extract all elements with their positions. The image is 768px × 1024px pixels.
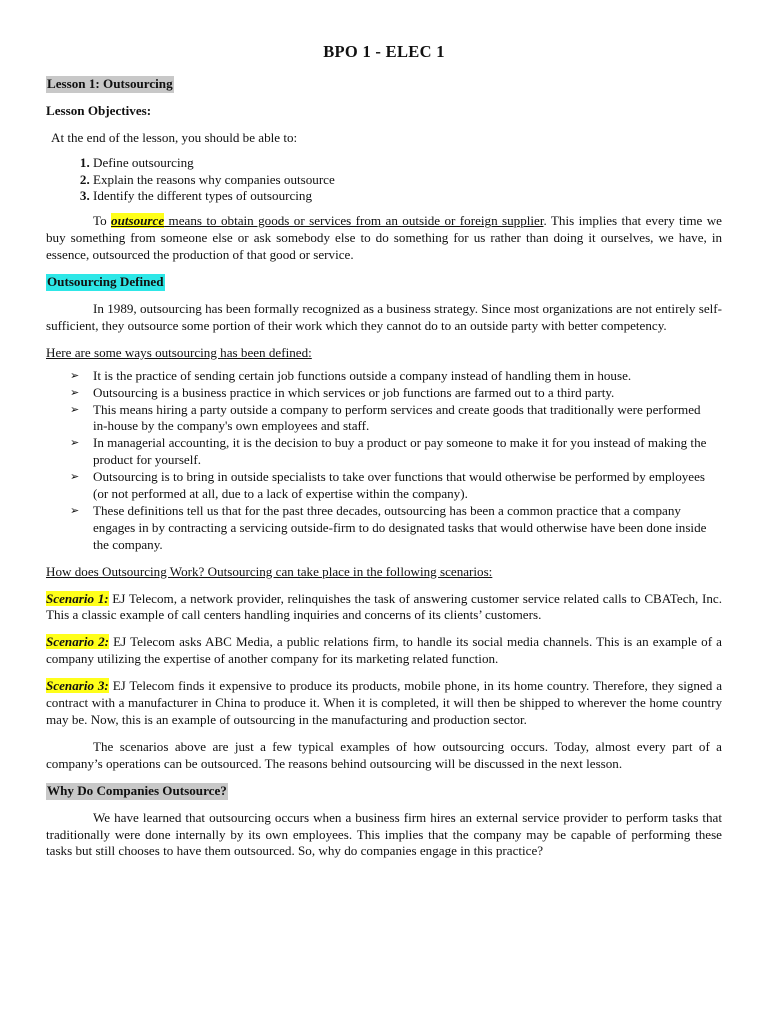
scenario-label: Scenario 2:	[46, 634, 110, 650]
objectives-intro: At the end of the lesson, you should be able to:	[51, 129, 298, 145]
scenario-label: Scenario 3:	[46, 678, 109, 694]
scenario-label: Scenario 1:	[46, 590, 109, 606]
definition-item: ➢ Outsourcing is a business practice in which services or job functions are farmed out to a third party.	[70, 384, 615, 400]
arrow-bullet-icon: ➢	[70, 386, 80, 399]
intro-rest: . This implies that every time we buy something from someone else or ask somebody else to do something for us rather than doing it ourselves, we have, in essence, outsourced the production of that good or service.	[46, 213, 722, 263]
arrow-bullet-icon: ➢	[70, 471, 80, 484]
section-heading-why: Why Do Companies Outsource?	[47, 782, 227, 798]
arrow-bullet-icon: ➢	[70, 403, 80, 416]
definitions-list	[46, 368, 722, 554]
scenario-paragraph: Scenario 2: EJ Telecom asks ABC Media, a public relations firm, to handle its social media channels. This is an example of a company utilizing the expertise of another company for its marketing related function.	[46, 634, 722, 667]
definition-item: ➢ These definitions tell us that for the past three decades, outsourcing has been a common practice that a company engages in by contracting a servicing outside-firm to do designated tasks that would otherwise have been done inside the company.	[70, 502, 707, 552]
definition-item: ➢ This means hiring a party outside a company to perform services and create goods that traditionally were performed in-house by the company's own employees and staff.	[70, 401, 701, 434]
objectives-list	[46, 155, 722, 206]
objective-item: 3. Identify the different types of outsourcing	[93, 188, 722, 205]
defined-paragraph: In 1989, outsourcing has been formally recognized as a business strategy. Since most organizations are not entirely self-sufficient, they outsource some portion of their work which they cannot do to an outside party with better competency.	[46, 300, 722, 333]
why-paragraph: We have learned that outsourcing occurs when a business firm hires an external service provider to perform tasks that traditionally were done internally by its own employees. This implies that the company may be capable of performing these tasks but still chooses to have them outsourced. So, why do companies engage in this practice?	[46, 809, 722, 859]
definition-item: ➢ Outsourcing is to bring in outside specialists to take over functions that would otherwise be performed by employees (or not performed at all, due to a lack of expertise within the company).	[70, 469, 706, 502]
objective-item: 2. Explain the reasons why companies outsource	[93, 172, 722, 189]
lesson-heading: Lesson 1: Outsourcing	[47, 75, 173, 91]
intro-definition: means to obtain goods or services from an outside or foreign supplier	[164, 213, 544, 229]
scenario-paragraph: Scenario 3: EJ Telecom finds it expensive to produce its products, mobile phone, in its home country. Therefore, they signed a contract with a manufacturer in China to produce it. When it is completed, it will then be shipped to wherever the home country may be. Now, this is an example of outsourcing in the manufacturing and production sector.	[46, 678, 722, 727]
keyword-outsource: outsource	[111, 213, 165, 229]
intro-lead: To	[93, 213, 112, 229]
intro-paragraph	[46, 213, 722, 264]
page-title: BPO 1 - ELEC 1	[323, 42, 445, 61]
definition-item: ➢ In managerial accounting, it is the decision to buy a product or pay someone to make it for you instead of making the product for yourself.	[70, 435, 707, 468]
arrow-bullet-icon: ➢	[70, 369, 80, 382]
section-heading-defined: Outsourcing Defined	[47, 274, 164, 290]
how-heading: How does Outsourcing Work? Outsourcing can take place in the following scenarios:	[46, 563, 493, 579]
ways-heading: Here are some ways outsourcing has been defined:	[46, 344, 312, 360]
arrow-bullet-icon: ➢	[70, 437, 80, 450]
objectives-heading: Lesson Objectives:	[46, 102, 152, 118]
objective-item: 1. Define outsourcing	[93, 155, 722, 172]
scenarios-summary: The scenarios above are just a few typical examples of how outsourcing occurs. Today, almost every part of a company’s operations can be outsourced. The reasons behind outsourcing will be discussed in the next lesson.	[46, 738, 722, 771]
definition-item: ➢ It is the practice of sending certain job functions outside a company instead of handling them in house.	[70, 367, 632, 383]
scenario-paragraph: Scenario 1: EJ Telecom, a network provider, relinquishes the task of answering customer service related calls to CBATech, Inc. This a classic example of call centers handling inquiries and concerns of its clients’ customers.	[46, 590, 722, 623]
arrow-bullet-icon: ➢	[70, 504, 80, 517]
